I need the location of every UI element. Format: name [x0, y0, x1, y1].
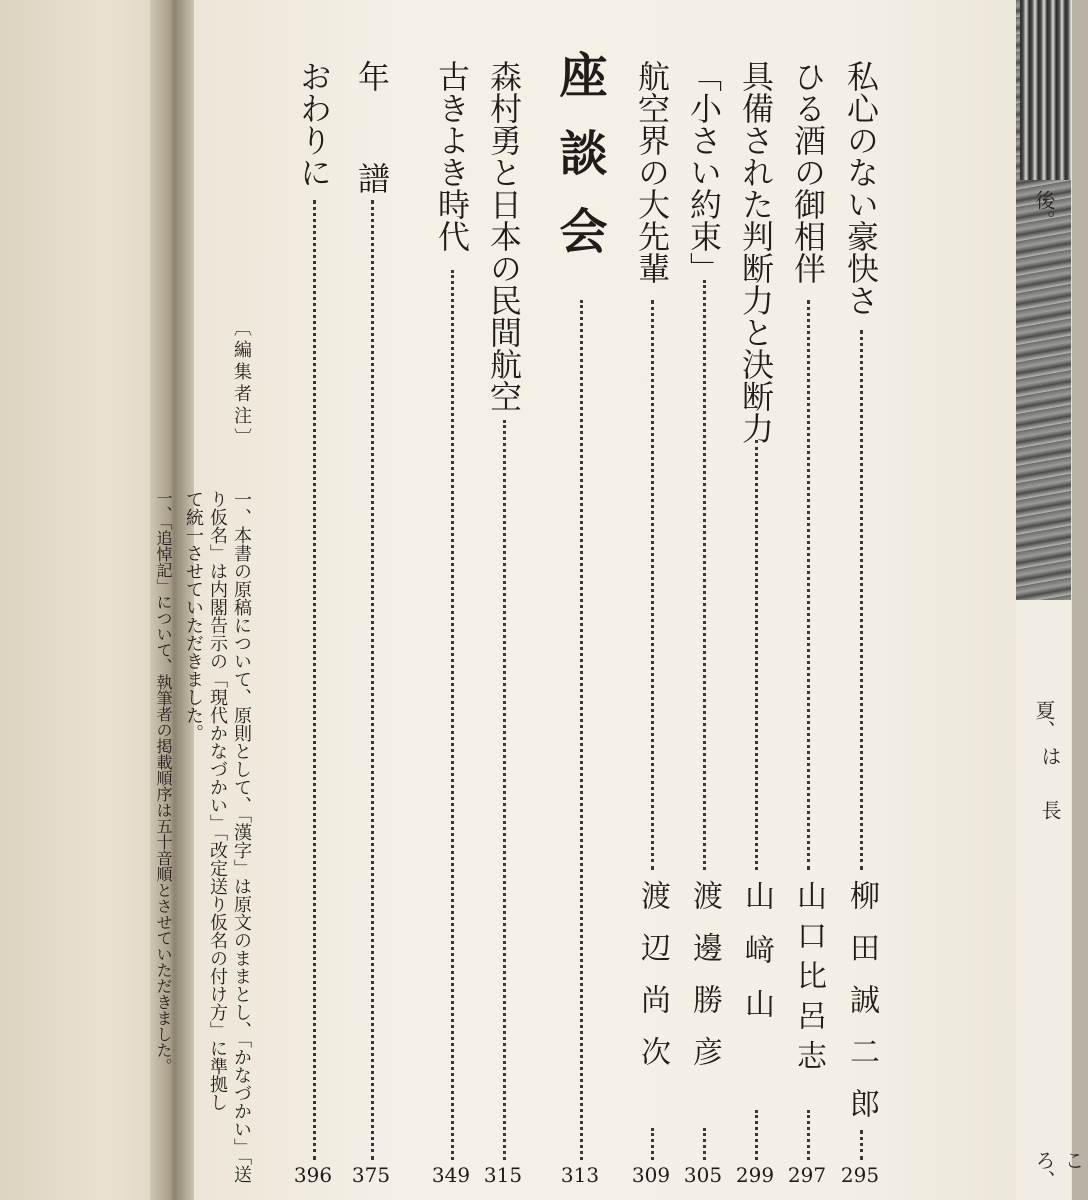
page-number: 295	[840, 1163, 880, 1187]
leader-dots	[703, 1128, 706, 1160]
edge-fragment: 長	[1038, 800, 1062, 820]
next-page-text-area	[1016, 600, 1071, 1200]
leader-dots	[580, 300, 583, 1160]
page-number: 375	[351, 1163, 391, 1187]
editor-note-line: 一、「追悼記」について、執筆者の掲載順序は五十音順とさせていただきました。	[154, 490, 173, 1074]
page-number: 396	[293, 1163, 333, 1187]
leader-dots	[807, 1110, 810, 1160]
left-page-edge	[0, 0, 150, 1200]
page-number: 349	[431, 1163, 471, 1187]
toc-title: 「小さい約束」	[685, 60, 723, 284]
page-number: 309	[631, 1163, 671, 1187]
editor-note-line: り仮名」は内閣告示の「現代かなづかい」「改定送り仮名の付け方」に準拠し	[207, 490, 228, 1111]
toc-author: 渡辺尚次	[635, 880, 670, 1088]
page-number: 305	[683, 1163, 723, 1187]
page-number: 297	[787, 1163, 827, 1187]
section-item-title: 古きよき時代	[433, 60, 471, 252]
closing-title: おわりに	[295, 60, 333, 188]
toc-title: 航空界の大先輩	[633, 60, 671, 284]
leader-dots	[755, 440, 758, 870]
page-number: 313	[560, 1163, 600, 1187]
leader-dots	[503, 420, 506, 1160]
page-number: 299	[735, 1163, 775, 1187]
editor-note-line: 一、本書の原稿について、原則として、「漢字」は原文のままとし、「かなづかい」「送	[231, 490, 252, 1183]
section-item-title: 森村勇と日本の民間航空	[485, 60, 523, 412]
leader-dots	[860, 1130, 863, 1160]
editor-note-line: て統一させていただきました。	[183, 490, 204, 742]
editor-note-label: 〔編集者注〕	[231, 318, 252, 450]
leader-dots	[651, 300, 654, 870]
toc-title: 具備された判断力と決断力	[737, 60, 775, 444]
edge-fragment: 後。	[1032, 190, 1056, 230]
toc-title: 私心のない豪快さ	[842, 60, 880, 316]
edge-fragment: 夏、	[1032, 700, 1056, 740]
leader-dots	[755, 1110, 758, 1160]
leader-dots	[807, 300, 810, 870]
leader-dots	[703, 280, 706, 870]
toc-author: 山口比呂志	[791, 880, 826, 1080]
photo-fragment-top	[1020, 0, 1071, 180]
leader-dots	[860, 330, 863, 870]
toc-author: 山﨑山	[739, 880, 774, 1042]
leader-dots	[451, 270, 454, 1160]
toc-author: 柳田誠二郎	[844, 880, 879, 1140]
page-number: 315	[483, 1163, 523, 1187]
leader-dots	[651, 1128, 654, 1160]
toc-author: 渡邊勝彦	[687, 880, 722, 1088]
leader-dots	[313, 200, 316, 1160]
edge-fragment: は	[1038, 746, 1062, 766]
section-heading: 座談会	[551, 50, 607, 284]
edge-fragment: ころ、	[1032, 1150, 1085, 1190]
leader-dots	[371, 200, 374, 1160]
toc-title: ひる酒の御相伴	[789, 60, 827, 284]
chronology-title: 年譜	[353, 60, 391, 264]
